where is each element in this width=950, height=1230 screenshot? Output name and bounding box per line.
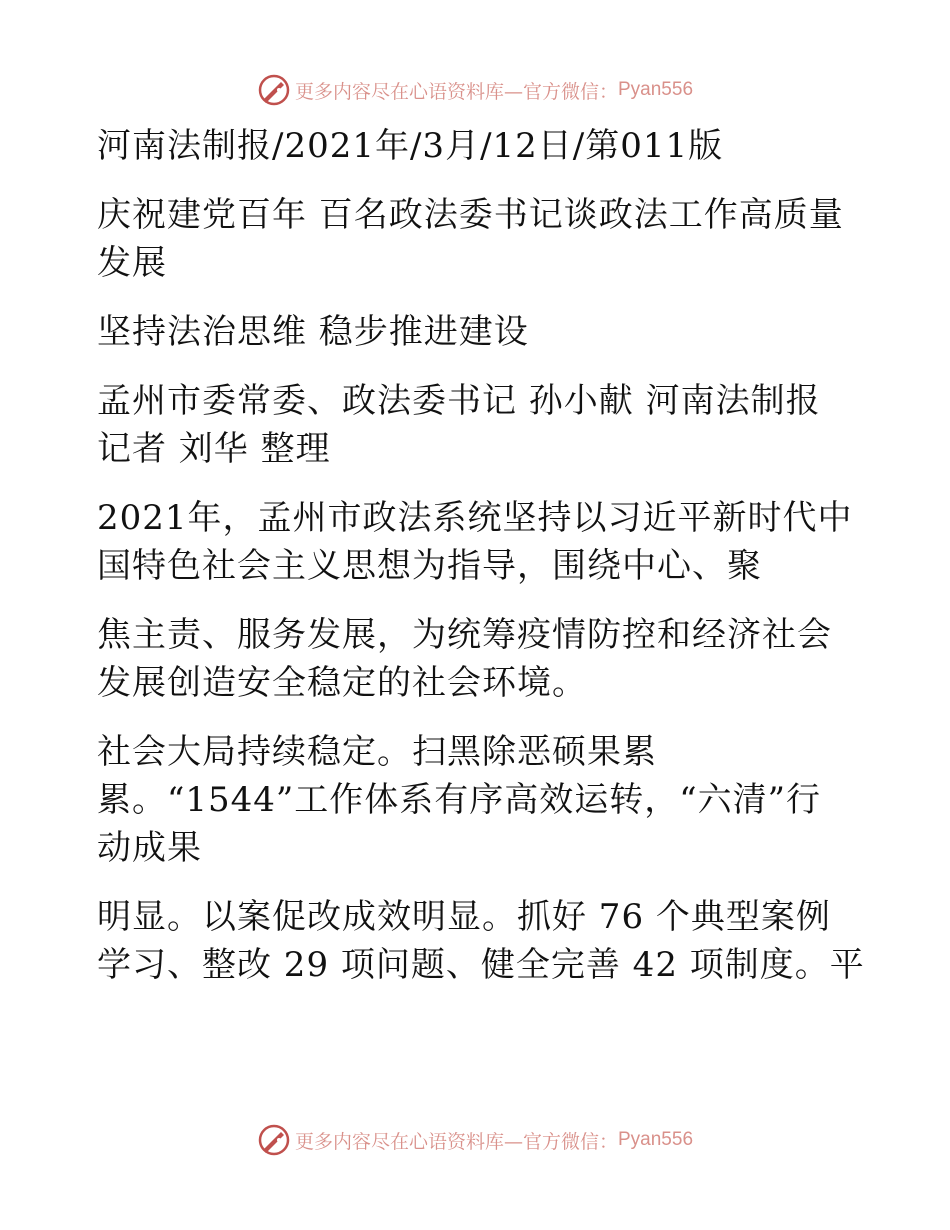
paragraph: [97, 191, 857, 287]
text-line: 明显。以案促改成效明显。抓好 76 个典型案例: [97, 897, 831, 937]
watermark-footer: [0, 1120, 950, 1160]
text-line: 发展创造安全稳定的社会环境。: [97, 663, 587, 703]
paragraph: [97, 728, 857, 872]
text-line: 累。“1544”工作体系有序高效运转，“六清”行: [97, 780, 822, 820]
watermark-text: 更多内容尽在心语资料库—官方微信：: [294, 1130, 618, 1153]
paragraph: [97, 122, 857, 170]
text-line: 2021年，孟州市政法系统坚持以习近平新时代中: [97, 498, 853, 538]
watermark-header: [0, 70, 950, 110]
watermark-wechat-id: Pyan556: [618, 79, 694, 100]
text-line: 记者 刘华 整理: [97, 429, 331, 469]
pen-logo-icon: [257, 1123, 291, 1157]
pen-logo-icon: [257, 73, 291, 107]
text-line: 孟州市委常委、政法委书记 孙小献 河南法制报: [97, 381, 821, 421]
text-line: 社会大局持续稳定。扫黑除恶硕果累: [97, 732, 657, 772]
paragraph: [97, 611, 857, 707]
text-line: 动成果: [97, 828, 202, 868]
watermark-text: 更多内容尽在心语资料库—官方微信：: [294, 80, 618, 103]
text-line: 庆祝建党百年 百名政法委书记谈政法工作高质量: [97, 195, 844, 235]
text-line: 坚持法治思维 稳步推进建设: [97, 312, 529, 352]
text-line: 发展: [97, 243, 167, 283]
paragraph: [97, 494, 857, 590]
watermark-wechat-id: Pyan556: [618, 1129, 694, 1150]
text-line: 国特色社会主义思想为指导，围绕中心、聚: [97, 546, 762, 586]
text-line: 河南法制报/2021年/3月/12日/第011版: [97, 126, 724, 166]
text-line: 学习、整改 29 项问题、健全完善 42 项制度。平: [97, 945, 865, 985]
paragraph: [97, 308, 857, 356]
paragraph: [97, 377, 857, 473]
paragraph: [97, 893, 865, 989]
text-line: 焦主责、服务发展，为统筹疫情防控和经济社会: [97, 615, 832, 655]
document-body: [97, 122, 865, 989]
